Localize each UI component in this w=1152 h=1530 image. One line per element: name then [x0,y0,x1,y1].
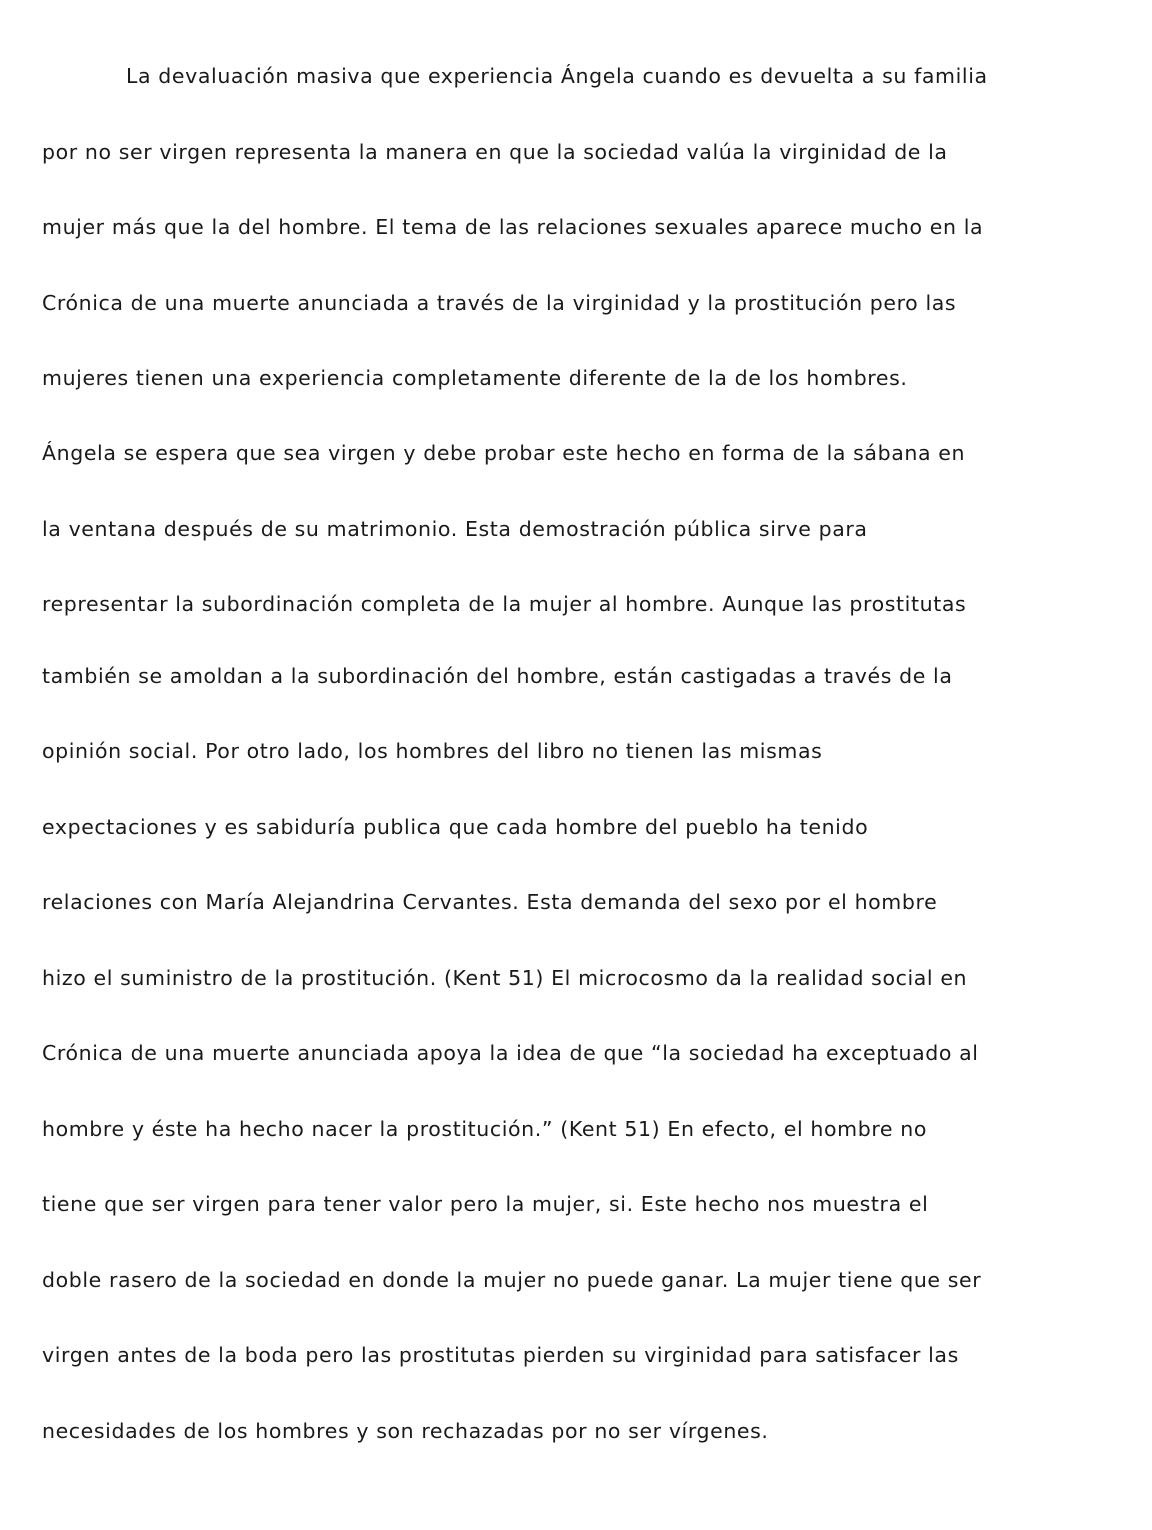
paragraph-line: necesidades de los hombres y son rechazadas por no ser vírgenes. [42,1419,769,1443]
paragraph-line: doble rasero de la sociedad en donde la mujer no puede ganar. La mujer tiene que ser [42,1268,982,1292]
paragraph-line: representar la subordinación completa de la mujer al hombre. Aunque las prostitutas [42,592,967,616]
paragraph-line: virgen antes de la boda pero las prostitutas pierden su virginidad para satisfacer las [42,1343,959,1367]
paragraph-line: por no ser virgen representa la manera en que la sociedad valúa la virginidad de la [42,140,948,164]
paragraph-line: expectaciones y es sabiduría publica que cada hombre del pueblo ha tenido [42,815,869,839]
paragraph-line: tiene que ser virgen para tener valor pero la mujer, si. Este hecho nos muestra el [42,1192,929,1216]
paragraph-line: opinión social. Por otro lado, los hombres del libro no tienen las mismas [42,739,823,763]
paragraph-line: mujer más que la del hombre. El tema de las relaciones sexuales aparece mucho en la [42,215,984,239]
paragraph-line: la ventana después de su matrimonio. Esta demostración pública sirve para [42,517,868,541]
paragraph-line: relaciones con María Alejandrina Cervantes. Esta demanda del sexo por el hombre [42,890,938,914]
paragraph-line: Ángela se espera que sea virgen y debe probar este hecho en forma de la sábana en [42,441,966,465]
paragraph-line: hombre y éste ha hecho nacer la prostitución.” (Kent 51) En efecto, el hombre no [42,1117,927,1141]
paragraph-line: mujeres tienen una experiencia completamente diferente de la de los hombres. [42,366,908,390]
paragraph-line: La devaluación masiva que experiencia Ángela cuando es devuelta a su familia [126,64,988,88]
paragraph-line: Crónica de una muerte anunciada apoya la idea de que “la sociedad ha exceptuado al [42,1041,979,1065]
paragraph-line: Crónica de una muerte anunciada a través de la virginidad y la prostitución pero las [42,291,957,315]
paragraph-line: también se amoldan a la subordinación del hombre, están castigadas a través de la [42,664,953,688]
paragraph-line: hizo el suministro de la prostitución. (Kent 51) El microcosmo da la realidad social en [42,966,968,990]
